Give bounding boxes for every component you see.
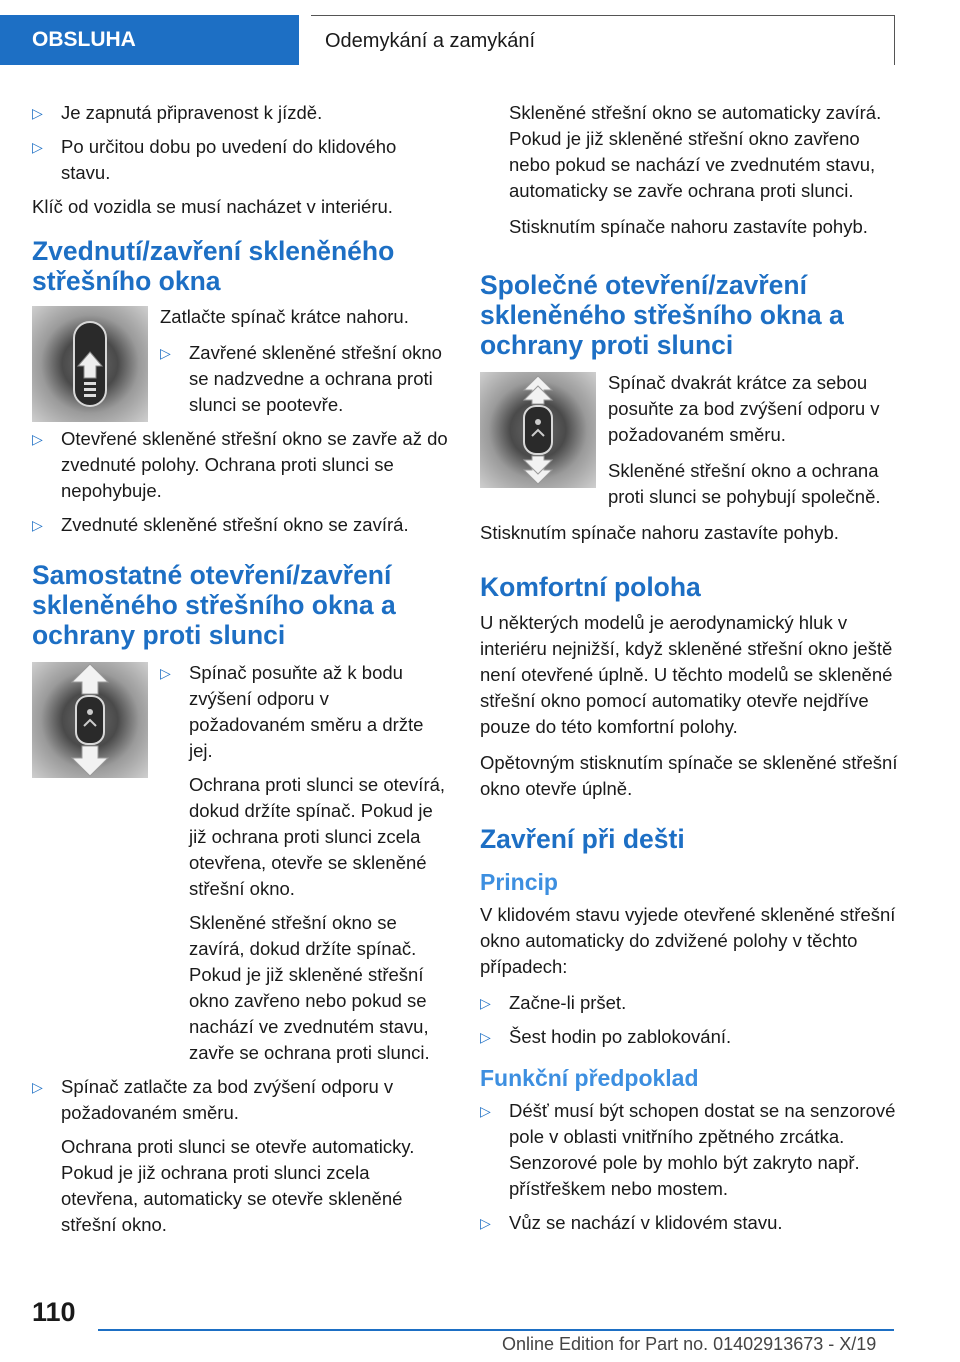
left-column (32, 100, 450, 1246)
section-tab: OBSLUHA (0, 15, 299, 65)
paragraph: Spínač dvakrát krátce za sebou posuňte za bod zvýšení odporu v požadovaném směru. (608, 372, 880, 445)
list-item: ▷ Déšť musí být schopen dostat se na senzorové pole v oblasti vnitřního zpětného zrcátka. Senzorové pole by mohlo být zakryto např. přístřeškem nebo mostem. (480, 1098, 900, 1202)
triangle-bullet-icon: ▷ (32, 139, 43, 155)
page-number: 110 (32, 1297, 76, 1327)
triangle-bullet-icon: ▷ (160, 665, 171, 681)
list-item: ▷ Spínač zatlačte za bod zvýšení odporu v požadovaném směru. Ochrana proti slunci se otevře automaticky. Pokud je již ochrana proti slunci zcela otevřena, automaticky se otevře skleněné střešní okno. (32, 1074, 450, 1238)
list-item: ▷ Zavřené skleněné střešní okno se nadzvedne a ochrana proti slunci se pootevře. (160, 340, 450, 418)
triangle-bullet-icon: ▷ (32, 517, 43, 533)
list-item: ▷ Je zapnutá připravenost k jízdě. (32, 100, 450, 126)
triangle-bullet-icon: ▷ (160, 345, 171, 361)
switch-slide-image (32, 662, 148, 778)
paragraph: Skleněné střešní okno a ochrana proti slunci se pohybují společně. (608, 460, 881, 507)
paragraph: Opětovným stisknutím spínače se skleněné střešní okno otevře úplně. (480, 752, 898, 799)
paragraph: Stisknutím spínače nahoru zastavíte pohyb. (480, 522, 839, 543)
list-item: ▷ Zvednuté skleněné střešní okno se zavírá. (32, 512, 450, 538)
right-column (480, 100, 900, 1244)
chapter-title: Odemykání a zamykání (311, 15, 895, 65)
list-item: ▷ Začne-li pršet. (480, 990, 900, 1016)
triangle-bullet-icon: ▷ (480, 1215, 491, 1231)
paragraph: Klíč od vozidla se musí nacházet v interiéru. (32, 196, 393, 217)
paragraph: Skleněné střešní okno se automaticky zavírá. Pokud je již skleněné střešní okno zavřeno nebo pokud se nachází ve zvednutém stavu, automaticky se zavře ochrana proti slunci. (509, 102, 882, 201)
triangle-bullet-icon: ▷ (32, 431, 43, 447)
roof-switch-icon (32, 662, 148, 778)
paragraph: V klidovém stavu vyjede otevřené skleněné střešní okno automaticky do zdvižené polohy v těchto případech: (480, 904, 896, 977)
triangle-bullet-icon: ▷ (32, 1079, 43, 1095)
section-heading: Zavření při dešti (480, 824, 685, 854)
list-item: ▷ Po určitou dobu po uvedení do klidového stavu. (32, 134, 450, 186)
section-heading: Samostatné otevření/zavření skleněného střešního okna a ochrany proti slunci (32, 560, 396, 650)
list-item: ▷ Spínač posuňte až k bodu zvýšení odporu v požadovaném směru a držte jej. Ochrana proti slunci se otevírá, dokud držíte spínač. Pokud je již ochrana proti slunci zcela otevřena, otevře se skleněné střešní okno. Skleněné střešní okno se zavírá, dokud držíte spínač. Pokud je již skleněné střešní okno zavřeno nebo pokud se nachází ve zvednutém stavu, zavře se ochrana proti slunci. (160, 660, 450, 1066)
triangle-bullet-icon: ▷ (480, 1029, 491, 1045)
list-item: ▷ Šest hodin po zablokování. (480, 1024, 900, 1050)
section-heading: Zvednutí/zavření skleněného střešního okna (32, 236, 395, 296)
switch-raise-image (32, 306, 148, 422)
paragraph: U některých modelů je aerodynamický hluk v interiéru nejnižší, když skleněné střešní okno ještě není otevřené úplně. U těchto modelů se skleněné střešní okno pomocí automatiky otevře nejdříve pouze do této komfortní polohy. (480, 612, 893, 737)
triangle-bullet-icon: ▷ (32, 105, 43, 121)
triangle-bullet-icon: ▷ (480, 1103, 491, 1119)
switch-double-image (480, 372, 596, 488)
paragraph: Stisknutím spínače nahoru zastavíte pohyb. (509, 216, 868, 237)
roof-switch-icon (32, 306, 148, 422)
triangle-bullet-icon: ▷ (480, 995, 491, 1011)
paragraph: Zatlačte spínač krátce nahoru. (160, 306, 409, 327)
roof-switch-icon (480, 372, 596, 488)
subsection-heading: Funkční předpoklad (480, 1065, 699, 1091)
edition-note: Online Edition for Part no. 01402913673 - X/19 (502, 1334, 877, 1354)
footer-rule (98, 1329, 894, 1331)
subsection-heading: Princip (480, 869, 558, 895)
section-heading: Společné otevření/zavření skleněného střešního okna a ochrany proti slunci (480, 270, 844, 360)
list-item: ▷ Otevřené skleněné střešní okno se zavře až do zvednuté polohy. Ochrana proti slunci se nepohybuje. (32, 426, 450, 504)
list-item: ▷ Vůz se nachází v klidovém stavu. (480, 1210, 900, 1236)
section-heading: Komfortní poloha (480, 572, 701, 602)
